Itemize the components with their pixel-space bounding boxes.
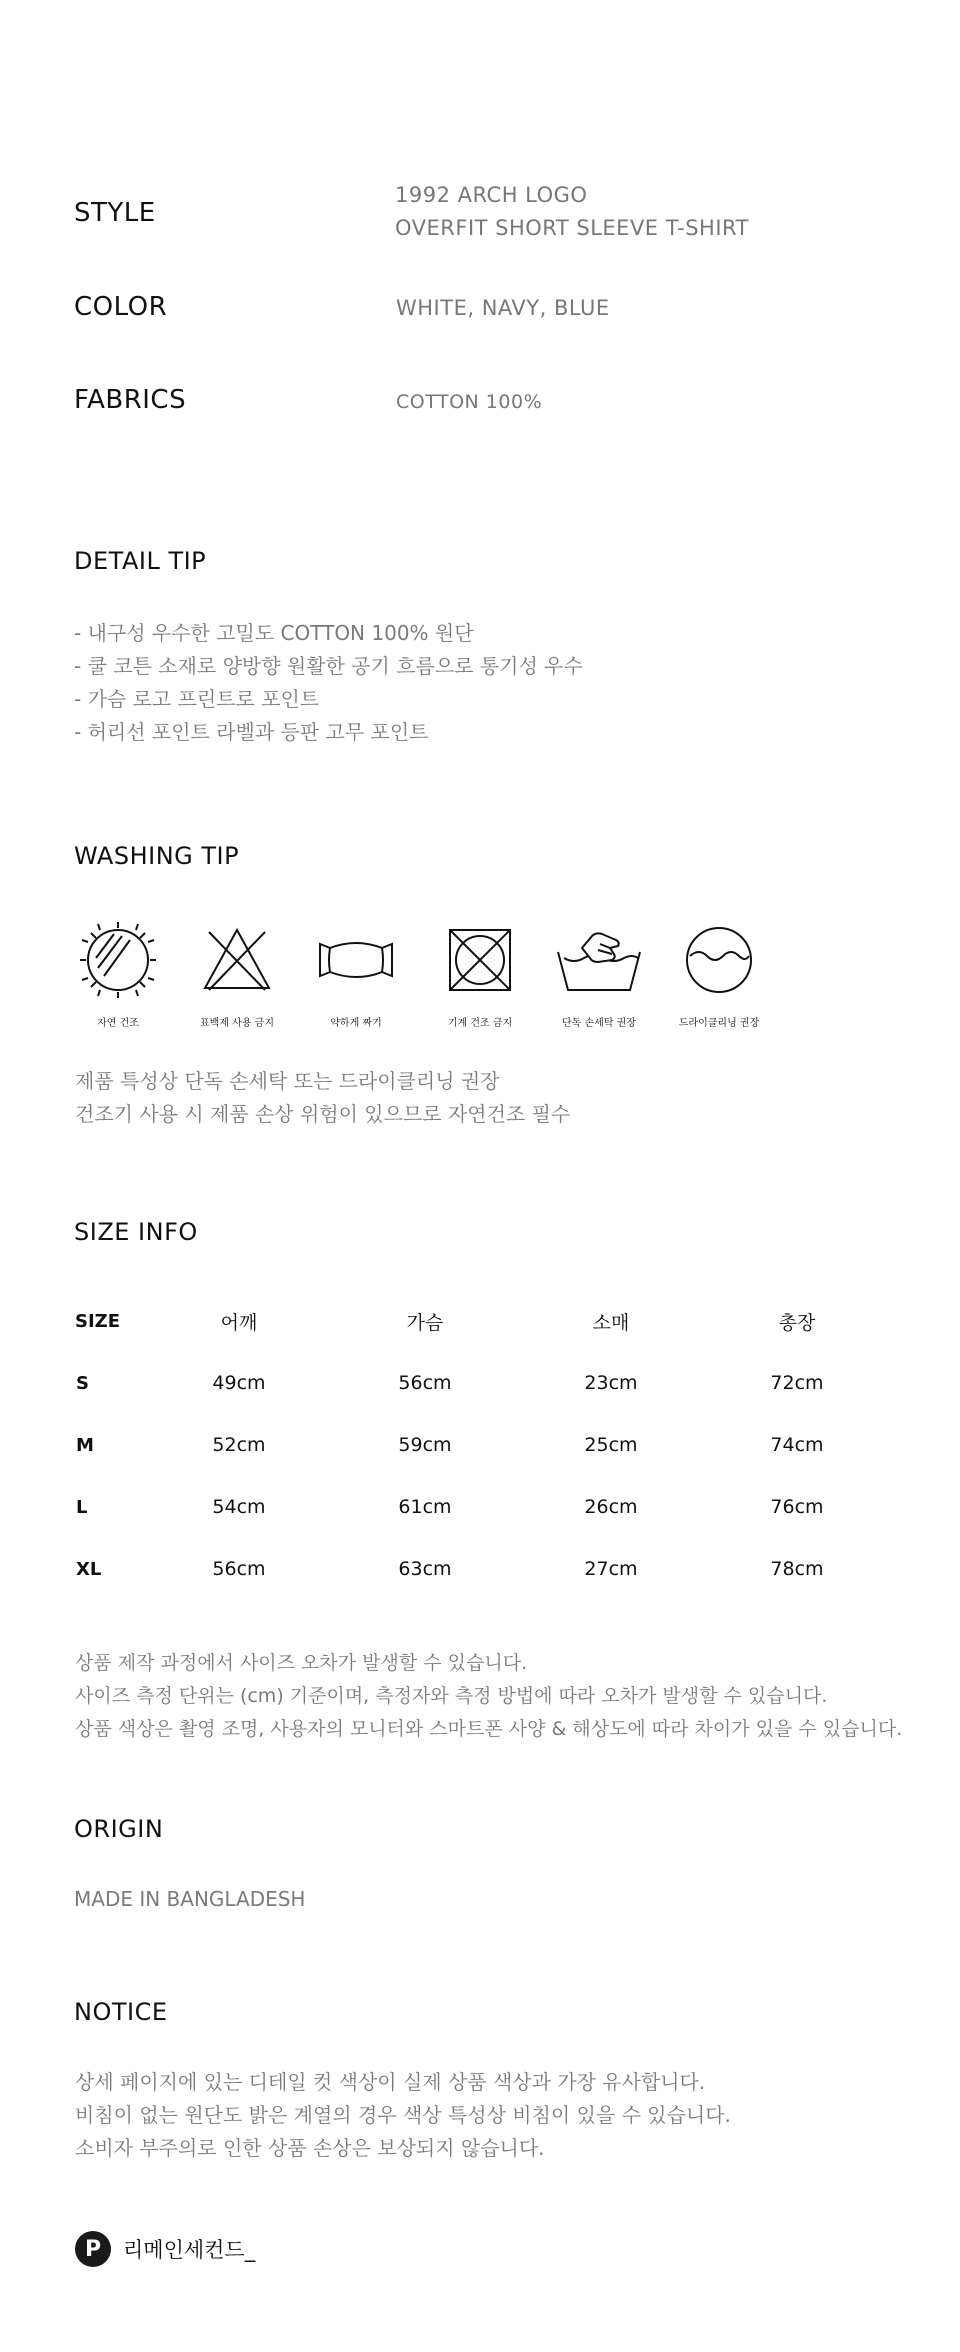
table-header-cell: 소매 bbox=[592, 1311, 630, 1334]
list-item: - 허리선 포인트 라벨과 등판 고무 포인트 bbox=[74, 720, 429, 744]
origin-title: ORIGIN bbox=[74, 1815, 164, 1843]
color-label: COLOR bbox=[74, 292, 168, 322]
size-notes bbox=[75, 1647, 902, 1746]
size-note: 사이즈 측정 단위는 (cm) 기준이며, 측정자와 측정 방법에 따라 오차가 발생할 수 있습니다. bbox=[75, 1685, 828, 1707]
detail-tip-list bbox=[74, 617, 583, 749]
style-value-line1: 1992 ARCH LOGO bbox=[395, 183, 588, 207]
washing-note-line2: 건조기 사용 시 제품 손상 위험이 있으므로 자연건조 필수 bbox=[75, 1102, 571, 1126]
table-row bbox=[60, 1476, 890, 1538]
gentle-wring-icon bbox=[314, 918, 398, 1002]
table-cell: L bbox=[76, 1496, 88, 1518]
notice-line: 비침이 없는 원단도 밝은 계열의 경우 색상 특성상 비침이 있을 수 있습니다. bbox=[75, 2103, 731, 2127]
brand-logo: P bbox=[75, 2231, 111, 2267]
hand-wash-icon bbox=[554, 918, 644, 1002]
table-header-cell: SIZE bbox=[75, 1310, 121, 1332]
table-cell: S bbox=[76, 1372, 89, 1394]
table-cell: 49cm bbox=[212, 1372, 266, 1394]
size-info-title: SIZE INFO bbox=[74, 1218, 198, 1246]
table-row bbox=[60, 1538, 890, 1600]
dry-clean-icon bbox=[677, 918, 761, 1002]
list-item: - 내구성 우수한 고밀도 COTTON 100% 원단 bbox=[74, 621, 474, 645]
notice-title: NOTICE bbox=[74, 1998, 168, 2026]
table-cell: 56cm bbox=[212, 1558, 266, 1580]
list-item: - 가슴 로고 프린트로 포인트 bbox=[74, 687, 320, 711]
washing-icon-label: 기계 건조 금지 bbox=[447, 1018, 513, 1029]
natural-dry-icon bbox=[76, 918, 160, 1002]
table-cell: 76cm bbox=[770, 1496, 824, 1518]
no-bleach-icon bbox=[195, 918, 279, 1002]
notice-line: 소비자 부주의로 인한 상품 손상은 보상되지 않습니다. bbox=[75, 2136, 545, 2160]
washing-icon-label: 자연 건조 bbox=[97, 1018, 139, 1029]
table-cell: 23cm bbox=[584, 1372, 638, 1394]
style-value-line2: OVERFIT SHORT SLEEVE T-SHIRT bbox=[395, 216, 749, 240]
brand-name: 리메인세컨드_ bbox=[123, 2238, 256, 2262]
no-tumble-dry-icon bbox=[438, 918, 522, 1002]
washing-note bbox=[75, 1065, 570, 1131]
table-cell: 56cm bbox=[398, 1372, 452, 1394]
table-row bbox=[60, 1414, 890, 1476]
size-note: 상품 제작 과정에서 사이즈 오차가 발생할 수 있습니다. bbox=[75, 1652, 528, 1674]
origin-value: MADE IN BANGLADESH bbox=[74, 1887, 306, 1911]
fabrics-value: COTTON 100% bbox=[396, 391, 543, 413]
table-cell: 52cm bbox=[212, 1434, 266, 1456]
table-cell: 72cm bbox=[770, 1372, 824, 1394]
table-header-cell: 총장 bbox=[778, 1311, 816, 1334]
washing-icon-natural-dry bbox=[68, 918, 168, 1029]
color-value: WHITE, NAVY, BLUE bbox=[396, 296, 610, 320]
table-cell: 54cm bbox=[212, 1496, 266, 1518]
table-cell: 59cm bbox=[398, 1434, 452, 1456]
washing-icon-label: 단독 손세탁 권장 bbox=[562, 1018, 636, 1029]
table-cell: XL bbox=[76, 1558, 102, 1580]
table-header-row bbox=[60, 1290, 890, 1352]
washing-icon-no-tumble-dry bbox=[430, 918, 530, 1029]
washing-icon-no-bleach bbox=[187, 918, 287, 1029]
table-header-cell: 어깨 bbox=[220, 1311, 258, 1334]
washing-tip-title: WASHING TIP bbox=[74, 842, 240, 870]
washing-icon-label: 드라이클리닝 권장 bbox=[678, 1018, 760, 1029]
detail-tip-title: DETAIL TIP bbox=[74, 547, 207, 575]
table-row bbox=[60, 1352, 890, 1414]
table-cell: M bbox=[76, 1434, 94, 1456]
washing-icon-hand-wash bbox=[549, 918, 649, 1029]
brand-footer bbox=[75, 2231, 255, 2267]
table-cell: 63cm bbox=[398, 1558, 452, 1580]
washing-icon-label: 약하게 짜기 bbox=[330, 1018, 382, 1029]
list-item: - 쿨 코튼 소재로 양방향 원활한 공기 흐름으로 통기성 우수 bbox=[74, 654, 583, 678]
washing-icon-dry-clean bbox=[669, 918, 769, 1029]
notice-line: 상세 페이지에 있는 디테일 컷 색상이 실제 상품 색상과 가장 유사합니다. bbox=[75, 2070, 706, 2094]
table-cell: 26cm bbox=[584, 1496, 638, 1518]
size-table bbox=[60, 1290, 890, 1600]
table-cell: 27cm bbox=[584, 1558, 638, 1580]
table-cell: 61cm bbox=[398, 1496, 452, 1518]
style-label: STYLE bbox=[74, 198, 156, 228]
style-value bbox=[395, 179, 749, 245]
fabrics-label: FABRICS bbox=[74, 385, 187, 415]
notice-lines bbox=[75, 2066, 731, 2165]
table-cell: 74cm bbox=[770, 1434, 824, 1456]
table-header-cell: 가슴 bbox=[406, 1311, 444, 1334]
washing-icon-gentle-wring bbox=[306, 918, 406, 1029]
washing-icon-label: 표백제 사용 금지 bbox=[200, 1018, 274, 1029]
washing-note-line1: 제품 특성상 단독 손세탁 또는 드라이클리닝 권장 bbox=[75, 1069, 500, 1093]
table-cell: 25cm bbox=[584, 1434, 638, 1456]
table-cell: 78cm bbox=[770, 1558, 824, 1580]
size-note: 상품 색상은 촬영 조명, 사용자의 모니터와 스마트폰 사양 & 해상도에 따라 차이가 있을 수 있습니다. bbox=[75, 1718, 903, 1740]
